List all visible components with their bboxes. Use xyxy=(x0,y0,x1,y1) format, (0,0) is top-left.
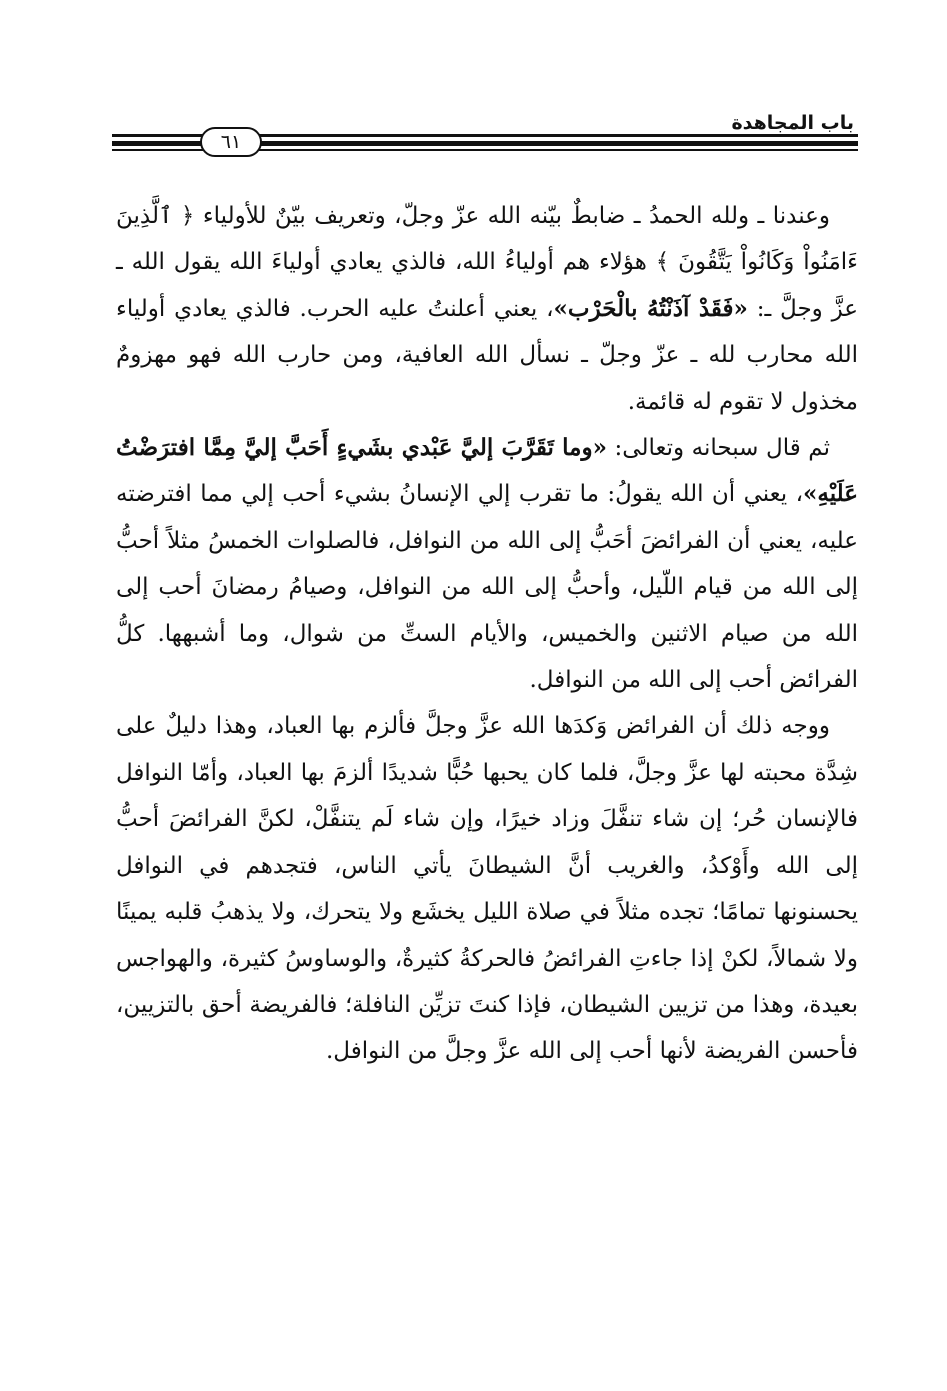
page-header xyxy=(112,108,858,158)
page-number: ٦١ xyxy=(220,130,242,153)
hadith-quote: «وما تَقَرَّبَ إليَّ عَبْدي بشَيءٍ أَحَبَّ إليَّ مِمَّا افترَضْتُ عَلَيْهِ» xyxy=(116,434,858,508)
paragraph-1 xyxy=(116,193,858,425)
text-run: ووجه ذلك أن الفرائض وَكدَها الله عزَّ وجلَّ فألزم بها العباد، وهذا دليلٌ على شِدَّة محبته لها عزَّ وجلَّ، فلما كان يحبها حُبًّا شديدًا ألزمَ بها العباد، وأمّا النوافل فالإنسان حُر؛ إن شاء تنفَّلَ وزاد خيرًا، وإن شاء لَم يتنفَّلْ، لكنَّ الفرائضَ أحبُّ إلى الله وأَوْكدُ، والغريب أنَّ الشيطانَ يأتي الناس، فتجدهم في النوافل يحسنونها تمامًا؛ تجده مثلاً في صلاة الليل يخشَع ولا يتحرك، ولا يذهبُ قلبه يمينًا ولا شمالاً، لكنْ إذا جاءتِ الفرائضُ فالحركةُ كثيرةٌ، والوساوسُ كثيرة، والهواجس بعيدة، وهذا من تزيين الشيطان، فإذا كنتَ تزيِّن النافلة؛ فالفريضة أحق بالتزيين، فأحسن الفريضة لأنها أحب إلى الله عزَّ وجلَّ من النوافل. xyxy=(116,713,858,1065)
paragraph-3 xyxy=(116,703,858,1074)
text-run: وعندنا ـ ولله الحمدُ ـ ضابطٌ بيّنه الله عزّ وجلّ، وتعريف بيّنٌ للأولياء ﴿ ٱلَّذِينَ ءَامَنُواْ وَكَانُواْ يَتَّقُونَ ﴾ هؤلاء هم أولياءُ الله، فالذي يعادي أولياءَ الله يقول الله ـ عزَّ وجلَّ ـ: xyxy=(116,203,858,322)
chapter-title: باب المجاهدة xyxy=(731,112,854,134)
body-text xyxy=(116,193,858,1075)
text-run: ، يعني أعلنتُ عليه الحرب. فالذي يعادي أولياء الله محارب لله ـ عزّ وجلّ ـ نسأل الله العافية، ومن حارب الله فهو مهزومٌ مخذول لا تقوم له قائمة. xyxy=(116,295,858,415)
text-run: ثم قال سبحانه وتعالى: xyxy=(606,435,830,462)
text-run: ، يعني أن الله يقولُ: ما تقرب إلي الإنسانُ بشيء أحب إلي مما افترضته عليه، يعني أن الفرائضَ أحَبُّ إلى الله من النوافل، فالصلوات الخمسُ مثلاً أحبُّ إلى الله من قيام اللّيل، وأحبُّ إلى الله من النوافل، وصيامُ رمضانَ أحب إلى الله من صيام الاثنين والخميس، والأيام الستِّ من شوال، وما أشبهها. كلُّ الفرائض أحب إلى الله من النوافل. xyxy=(116,481,859,694)
page-number-badge xyxy=(200,127,262,157)
paragraph-2 xyxy=(116,425,858,703)
hadith-quote: «فَقَدْ آذَنْتُهُ بالْحَرْب» xyxy=(553,294,748,322)
